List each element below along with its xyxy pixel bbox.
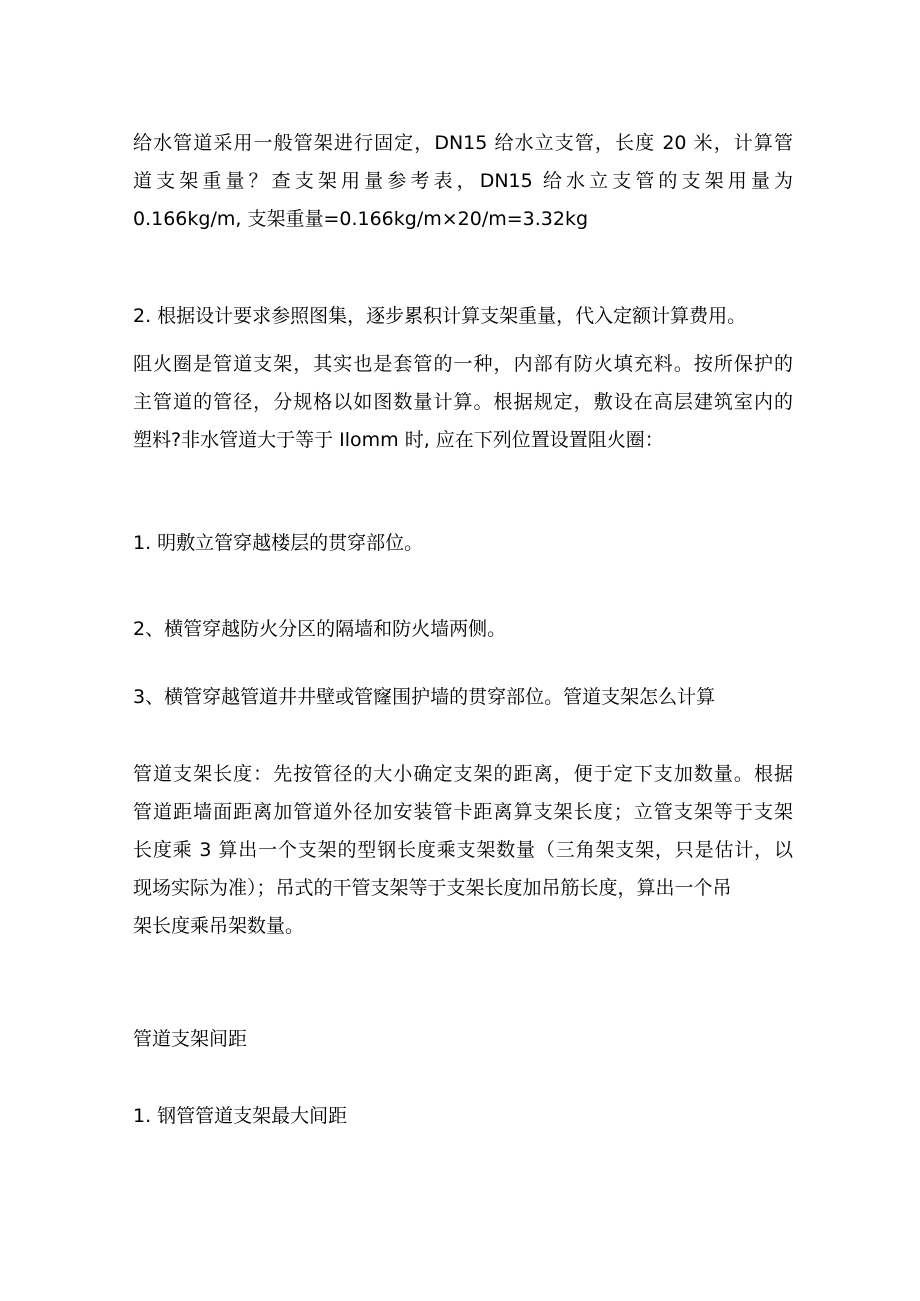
paragraph-design-requirements: 2. 根据设计要求参照图集，逐步累积计算支架重量，代入定额计算费用。 xyxy=(133,305,747,327)
text-line: 现场实际为准）；吊式的干管支架等于支架长度加吊筋长度，算出一个吊 xyxy=(133,877,732,899)
list-item-2: 2、横管穿越防火分区的隔墙和防火墙两侧。 xyxy=(133,618,507,640)
text-line: 塑料?非水管道大于等于 Ilomm 时, 应在下列位置设置阻火圈： xyxy=(133,429,664,451)
subsection-heading-steel-pipe-spacing: 1. 钢管管道支架最大间距 xyxy=(133,1105,348,1127)
text-line: 管道支架长度：先按管径的大小确定支架的距离，便于定下支加数量。根据 xyxy=(133,763,793,785)
list-item-3: 3、横管穿越管道井井壁或管窿围护墙的贯穿部位。管道支架怎么计算 xyxy=(133,686,716,708)
text-line: 0.166kg/m, 支架重量=0.166kg/m×20/m=3.32kg xyxy=(133,208,589,230)
section-heading-support-spacing: 管道支架间距 xyxy=(133,1028,248,1050)
text-line: 主管道的管径，分规格以如图数量计算。根据规定，敷设在高层建筑室内的 xyxy=(133,391,793,413)
paragraph-pipe-support-weight-example xyxy=(133,124,793,238)
paragraph-support-length xyxy=(133,755,793,945)
text-line: 长度乘 3 算出一个支架的型钢长度乘支架数量（三角架支架，只是估计，以 xyxy=(133,839,793,861)
text-line: 给水管道采用一般管架进行固定，DN15 给水立支管，长度 20 米，计算管 xyxy=(133,132,793,154)
text-line: 管道距墙面距离加管道外径加安装管卡距离算支架长度；立管支架等于支架 xyxy=(133,801,793,823)
list-item-1: 1. 明敷立管穿越楼层的贯穿部位。 xyxy=(133,532,424,554)
text-line: 架长度乘吊架数量。 xyxy=(133,915,305,937)
text-line: 道支架重量？查支架用量参考表，DN15 给水立支管的支架用量为 xyxy=(133,170,793,192)
text-line: 阻火圈是管道支架，其实也是套管的一种，内部有防火填充料。按所保护的 xyxy=(133,353,793,375)
paragraph-fire-collar xyxy=(133,345,793,459)
